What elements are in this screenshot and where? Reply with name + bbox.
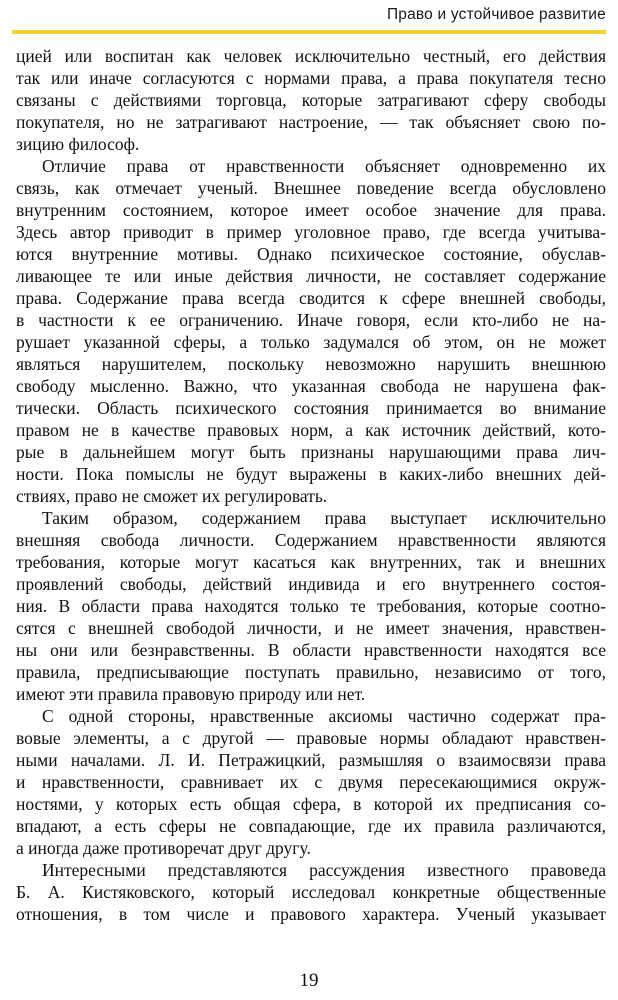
text-line: цией или воспитан как человек исключительно честный, его действия [16, 46, 606, 66]
text-line: так или иначе согласуются с нормами права, а права покупателя тесно [16, 68, 606, 88]
text-line: рые в дальнейшем могут быть признаны нарушающими права лич- [16, 442, 606, 462]
page-number: 19 [299, 970, 319, 991]
paragraph [16, 859, 606, 925]
text-line: Отличие права от нравственности объясняет одновременно их [42, 156, 606, 176]
text-line: связаны с действиями торговца, которые затрагивают сферу свободы [16, 90, 606, 110]
text-line: ливающее те или иные действия личности, не составляет содержание [16, 266, 606, 286]
text-line: внешняя свобода личности. Содержанием нравственности являются [16, 530, 606, 550]
text-line: а иногда даже противоречат друг другу. [16, 838, 311, 858]
text-line: отношения, в том числе и правового характера. Ученый указывает [16, 904, 606, 924]
text-line: покупателя, но не затрагивают настроение, — так объясняет свою по- [16, 112, 606, 132]
running-header-title: Право и устойчивое развитие [386, 6, 606, 23]
text-line: правила, предписывающие поступать правильно, независимо от того, [16, 662, 606, 682]
text-line: впадают, а есть сферы не совпадающие, где их правила различаются, [16, 816, 606, 836]
text-line: внутренним состоянием, которое имеет особое значение для права. [16, 200, 606, 220]
paragraph [16, 45, 606, 155]
text-line: требования, которые могут касаться как внутренних, так и внешних [16, 552, 606, 572]
text-line: ностями, у которых есть общая сфера, в которой их предписания со- [16, 794, 606, 814]
text-line: права. Содержание права всегда сводится к сфере внешней свободы, [16, 288, 606, 308]
text-line: являться нарушителем, поскольку невозможно нарушить внешнюю [16, 354, 606, 374]
text-line: ния. В области права находятся только те требования, которые соотно- [16, 596, 606, 616]
text-line: вовые элементы, а с другой — правовые нормы обладают нравствен- [16, 728, 606, 748]
body-text [16, 45, 606, 925]
text-line: ными началами. Л. И. Петражицкий, размышляя о взаимосвязи права [16, 750, 606, 770]
text-line: ности. Пока помыслы не будут выражены в каких-либо внешних дей- [16, 464, 606, 484]
text-line: рушает указанной сферы, а только задумался об этом, он не может [16, 332, 606, 352]
text-line: зицию философ. [16, 134, 140, 154]
text-line: имеют эти правила правовую природу или нет. [16, 684, 366, 704]
paragraph [16, 155, 606, 507]
text-line: правом не в качестве правовых норм, а как источник действий, кото- [16, 420, 606, 440]
text-line: Здесь автор приводит в пример уголовное право, где всегда учитыва- [16, 222, 606, 242]
text-line: ются внутренние мотивы. Однако психическое состояние, обуслав- [16, 244, 606, 264]
text-line: ны они или безнравственны. В области нравственности находятся все [16, 640, 606, 660]
header-rule [12, 30, 606, 34]
text-line: Интересными представляются рассуждения известного правоведа [42, 860, 606, 880]
text-line: сятся с внешней свободой личности, и не имеет значения, нравствен- [16, 618, 606, 638]
paragraph [16, 507, 606, 705]
text-line: С одной стороны, нравственные аксиомы частично содержат пра- [42, 706, 606, 726]
text-line: Б. А. Кистяковского, который исследовал конкретные общественные [16, 882, 606, 902]
text-line: свободу мысленно. Важно, что указанная свобода не нарушена фак- [16, 376, 606, 396]
text-line: Таким образом, содержанием права выступает исключительно [42, 508, 606, 528]
text-line: связь, как отмечает ученый. Внешнее поведение всегда обусловлено [16, 178, 606, 198]
text-line: тически. Область психического состояния принимается во внимание [16, 398, 606, 418]
running-header [0, 0, 618, 30]
text-line: в частности к ее ограничению. Иначе говоря, если кто-либо не на- [16, 310, 606, 330]
text-line: и нравственности, сравнивает их с двумя пересекающимися окруж- [16, 772, 606, 792]
text-line: ствиях, право не сможет их регулировать. [16, 486, 328, 506]
text-line: проявлений свободы, действий индивида и его внутреннего состоя- [16, 574, 606, 594]
paragraph [16, 705, 606, 859]
